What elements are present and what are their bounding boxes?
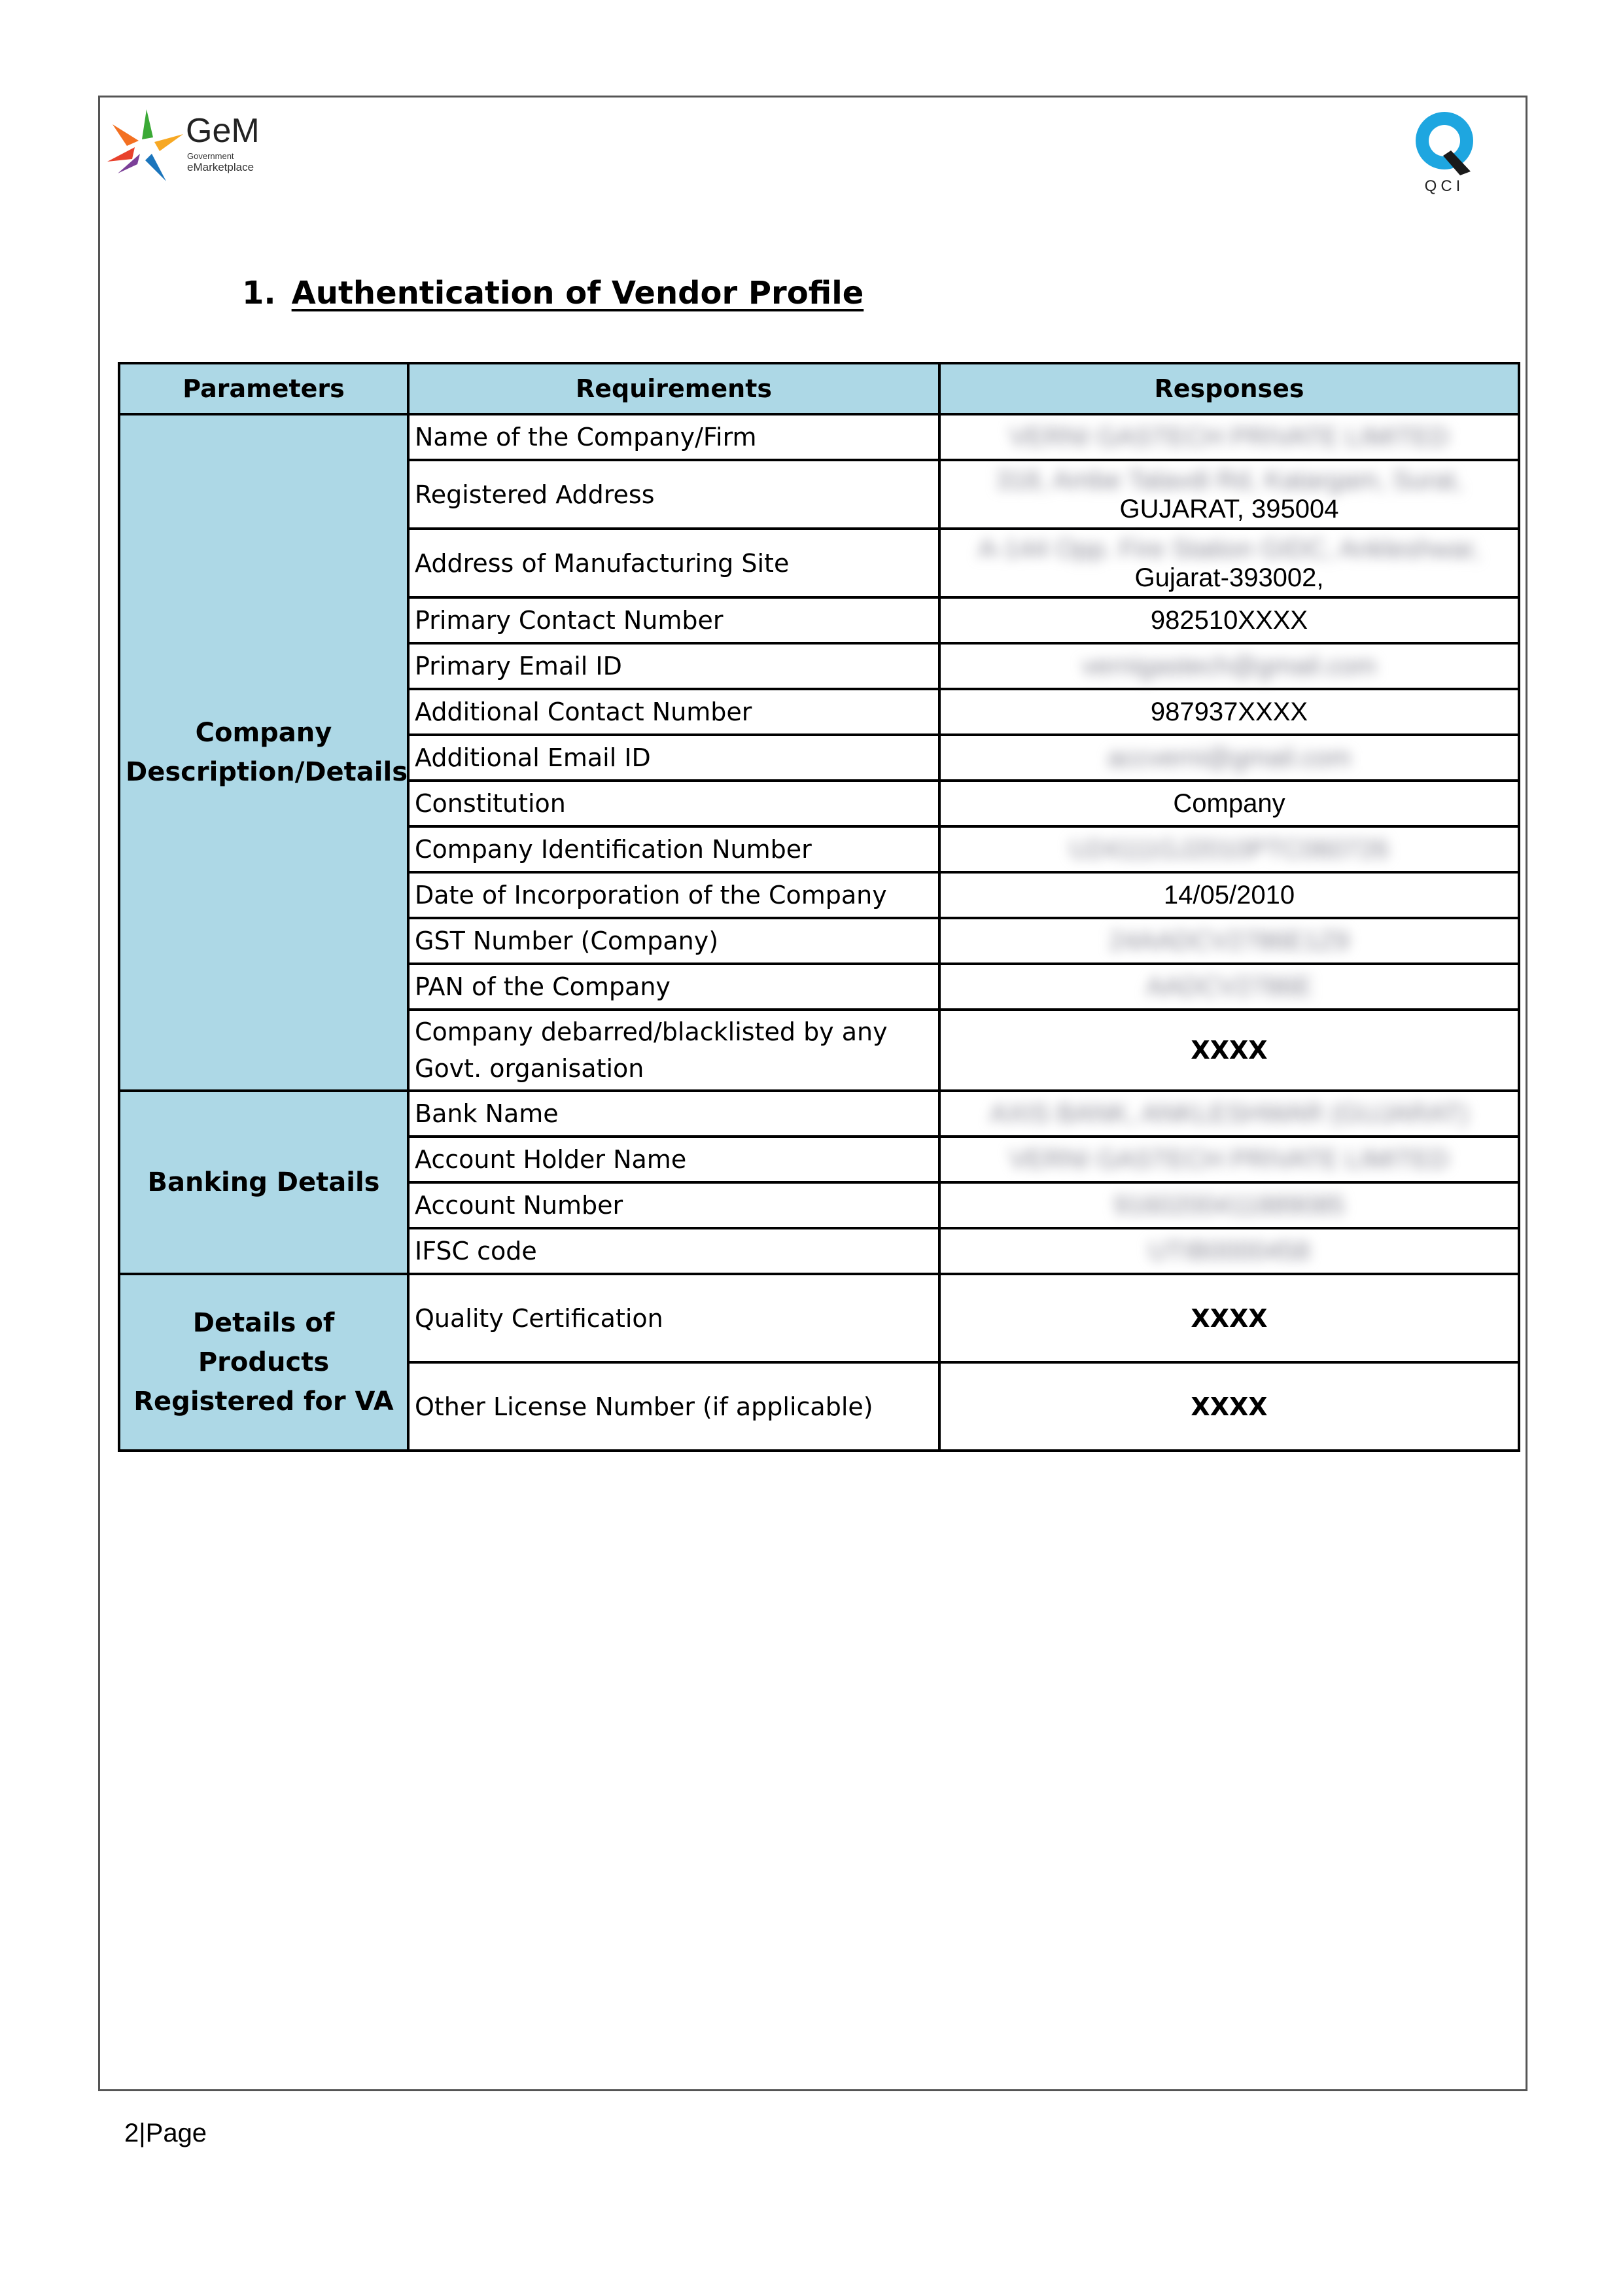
group-label-banking xyxy=(119,1091,408,1274)
response-cell xyxy=(939,1091,1519,1137)
requirement-cell: Primary Email ID xyxy=(408,643,939,689)
requirement-cell: Name of the Company/Firm xyxy=(408,414,939,460)
response-cell xyxy=(939,460,1519,529)
requirement-cell: Constitution xyxy=(408,781,939,826)
requirement-cell: Address of Manufacturing Site xyxy=(408,529,939,597)
response-value: GUJARAT, 395004 xyxy=(1119,494,1339,523)
response-cell xyxy=(939,1182,1519,1228)
response-cell: XXXX xyxy=(939,1274,1519,1362)
requirement-cell: Company Identification Number xyxy=(408,826,939,872)
section-heading xyxy=(242,275,864,311)
vendor-profile-table xyxy=(118,362,1520,1452)
group-label-text: Company Description/Details xyxy=(126,718,408,787)
requirement-cell: Account Holder Name xyxy=(408,1137,939,1182)
group-label-text: Details of Products Registered for VA xyxy=(133,1308,394,1417)
requirement-cell: Account Number xyxy=(408,1182,939,1228)
group-label-company xyxy=(119,414,408,1091)
qci-wordmark: QCI xyxy=(1424,177,1465,195)
response-cell: XXXX xyxy=(939,1362,1519,1451)
page-number: 2|Page xyxy=(124,2119,207,2147)
redacted-value: VERNI GASTECH PRIVATE LIMITED xyxy=(1009,1145,1449,1174)
response-value: Gujarat-393002, xyxy=(1134,563,1324,592)
header-responses: Responses xyxy=(939,363,1519,414)
requirement-cell: Registered Address xyxy=(408,460,939,529)
response-cell: 987937XXXX xyxy=(939,689,1519,735)
requirement-cell: Additional Email ID xyxy=(408,735,939,781)
requirement-cell: Date of Incorporation of the Company xyxy=(408,872,939,918)
response-cell xyxy=(939,1228,1519,1274)
response-cell xyxy=(939,643,1519,689)
response-cell: 14/05/2010 xyxy=(939,872,1519,918)
response-cell: Company xyxy=(939,781,1519,826)
response-cell xyxy=(939,964,1519,1010)
table-header-row xyxy=(119,363,1519,414)
requirement-cell: Primary Contact Number xyxy=(408,597,939,643)
gem-subtitle-2: eMarketplace xyxy=(187,161,254,173)
requirement-cell: PAN of the Company xyxy=(408,964,939,1010)
table-row xyxy=(119,414,1519,460)
gem-wordmark: GeM xyxy=(186,112,260,150)
redacted-value: accverni@gmail.com xyxy=(1108,743,1351,772)
response-cell: XXXX xyxy=(939,1010,1519,1091)
response-cell xyxy=(939,735,1519,781)
gem-logo xyxy=(106,101,276,193)
response-cell xyxy=(939,918,1519,964)
redacted-value: AADCV2786E xyxy=(1146,972,1312,1001)
requirement-cell: Additional Contact Number xyxy=(408,689,939,735)
redacted-value: AXIS BANK, ANKLESHWAR (GUJARAT) xyxy=(990,1099,1469,1128)
table-row xyxy=(119,1274,1519,1362)
redacted-value: UTIB0000458 xyxy=(1148,1237,1310,1265)
table-row xyxy=(119,1091,1519,1137)
requirement-cell: IFSC code xyxy=(408,1228,939,1274)
response-cell xyxy=(939,826,1519,872)
requirement-cell: Bank Name xyxy=(408,1091,939,1137)
redacted-value: 318, Ambe Talavdi Rd, Katargam, Surat, xyxy=(996,465,1463,495)
requirement-cell: Quality Certification xyxy=(408,1274,939,1362)
gem-subtitle-1: Government xyxy=(187,151,234,161)
requirement-cell: Other License Number (if applicable) xyxy=(408,1362,939,1451)
gem-star-icon xyxy=(107,109,183,181)
group-label-text: Banking Details xyxy=(147,1167,380,1197)
requirement-cell: Company debarred/blacklisted by any Govt. organisation xyxy=(408,1010,939,1091)
response-cell: 982510XXXX xyxy=(939,597,1519,643)
redacted-value: A-144 Opp. Fire Station GIDC, Ankleshwar, xyxy=(978,534,1480,563)
redacted-value: VERNI GASTECH PRIVATE LIMITED xyxy=(1009,423,1449,451)
group-label-products xyxy=(119,1274,408,1451)
requirement-cell: GST Number (Company) xyxy=(408,918,939,964)
qci-logo xyxy=(1400,105,1492,196)
redacted-value: vernigastech@gmail.com xyxy=(1082,652,1376,680)
section-number: 1. xyxy=(242,275,276,311)
response-cell xyxy=(939,1137,1519,1182)
header-parameters: Parameters xyxy=(119,363,408,414)
section-title: Authentication of Vendor Profile xyxy=(291,275,864,311)
header-requirements: Requirements xyxy=(408,363,939,414)
redacted-value: 9160200411889085 xyxy=(1113,1191,1345,1220)
response-cell xyxy=(939,414,1519,460)
redacted-value: U24111GJ2010PTC060726 xyxy=(1070,835,1389,864)
response-cell xyxy=(939,529,1519,597)
redacted-value: 24AADCV2786E1Z9 xyxy=(1109,927,1350,955)
